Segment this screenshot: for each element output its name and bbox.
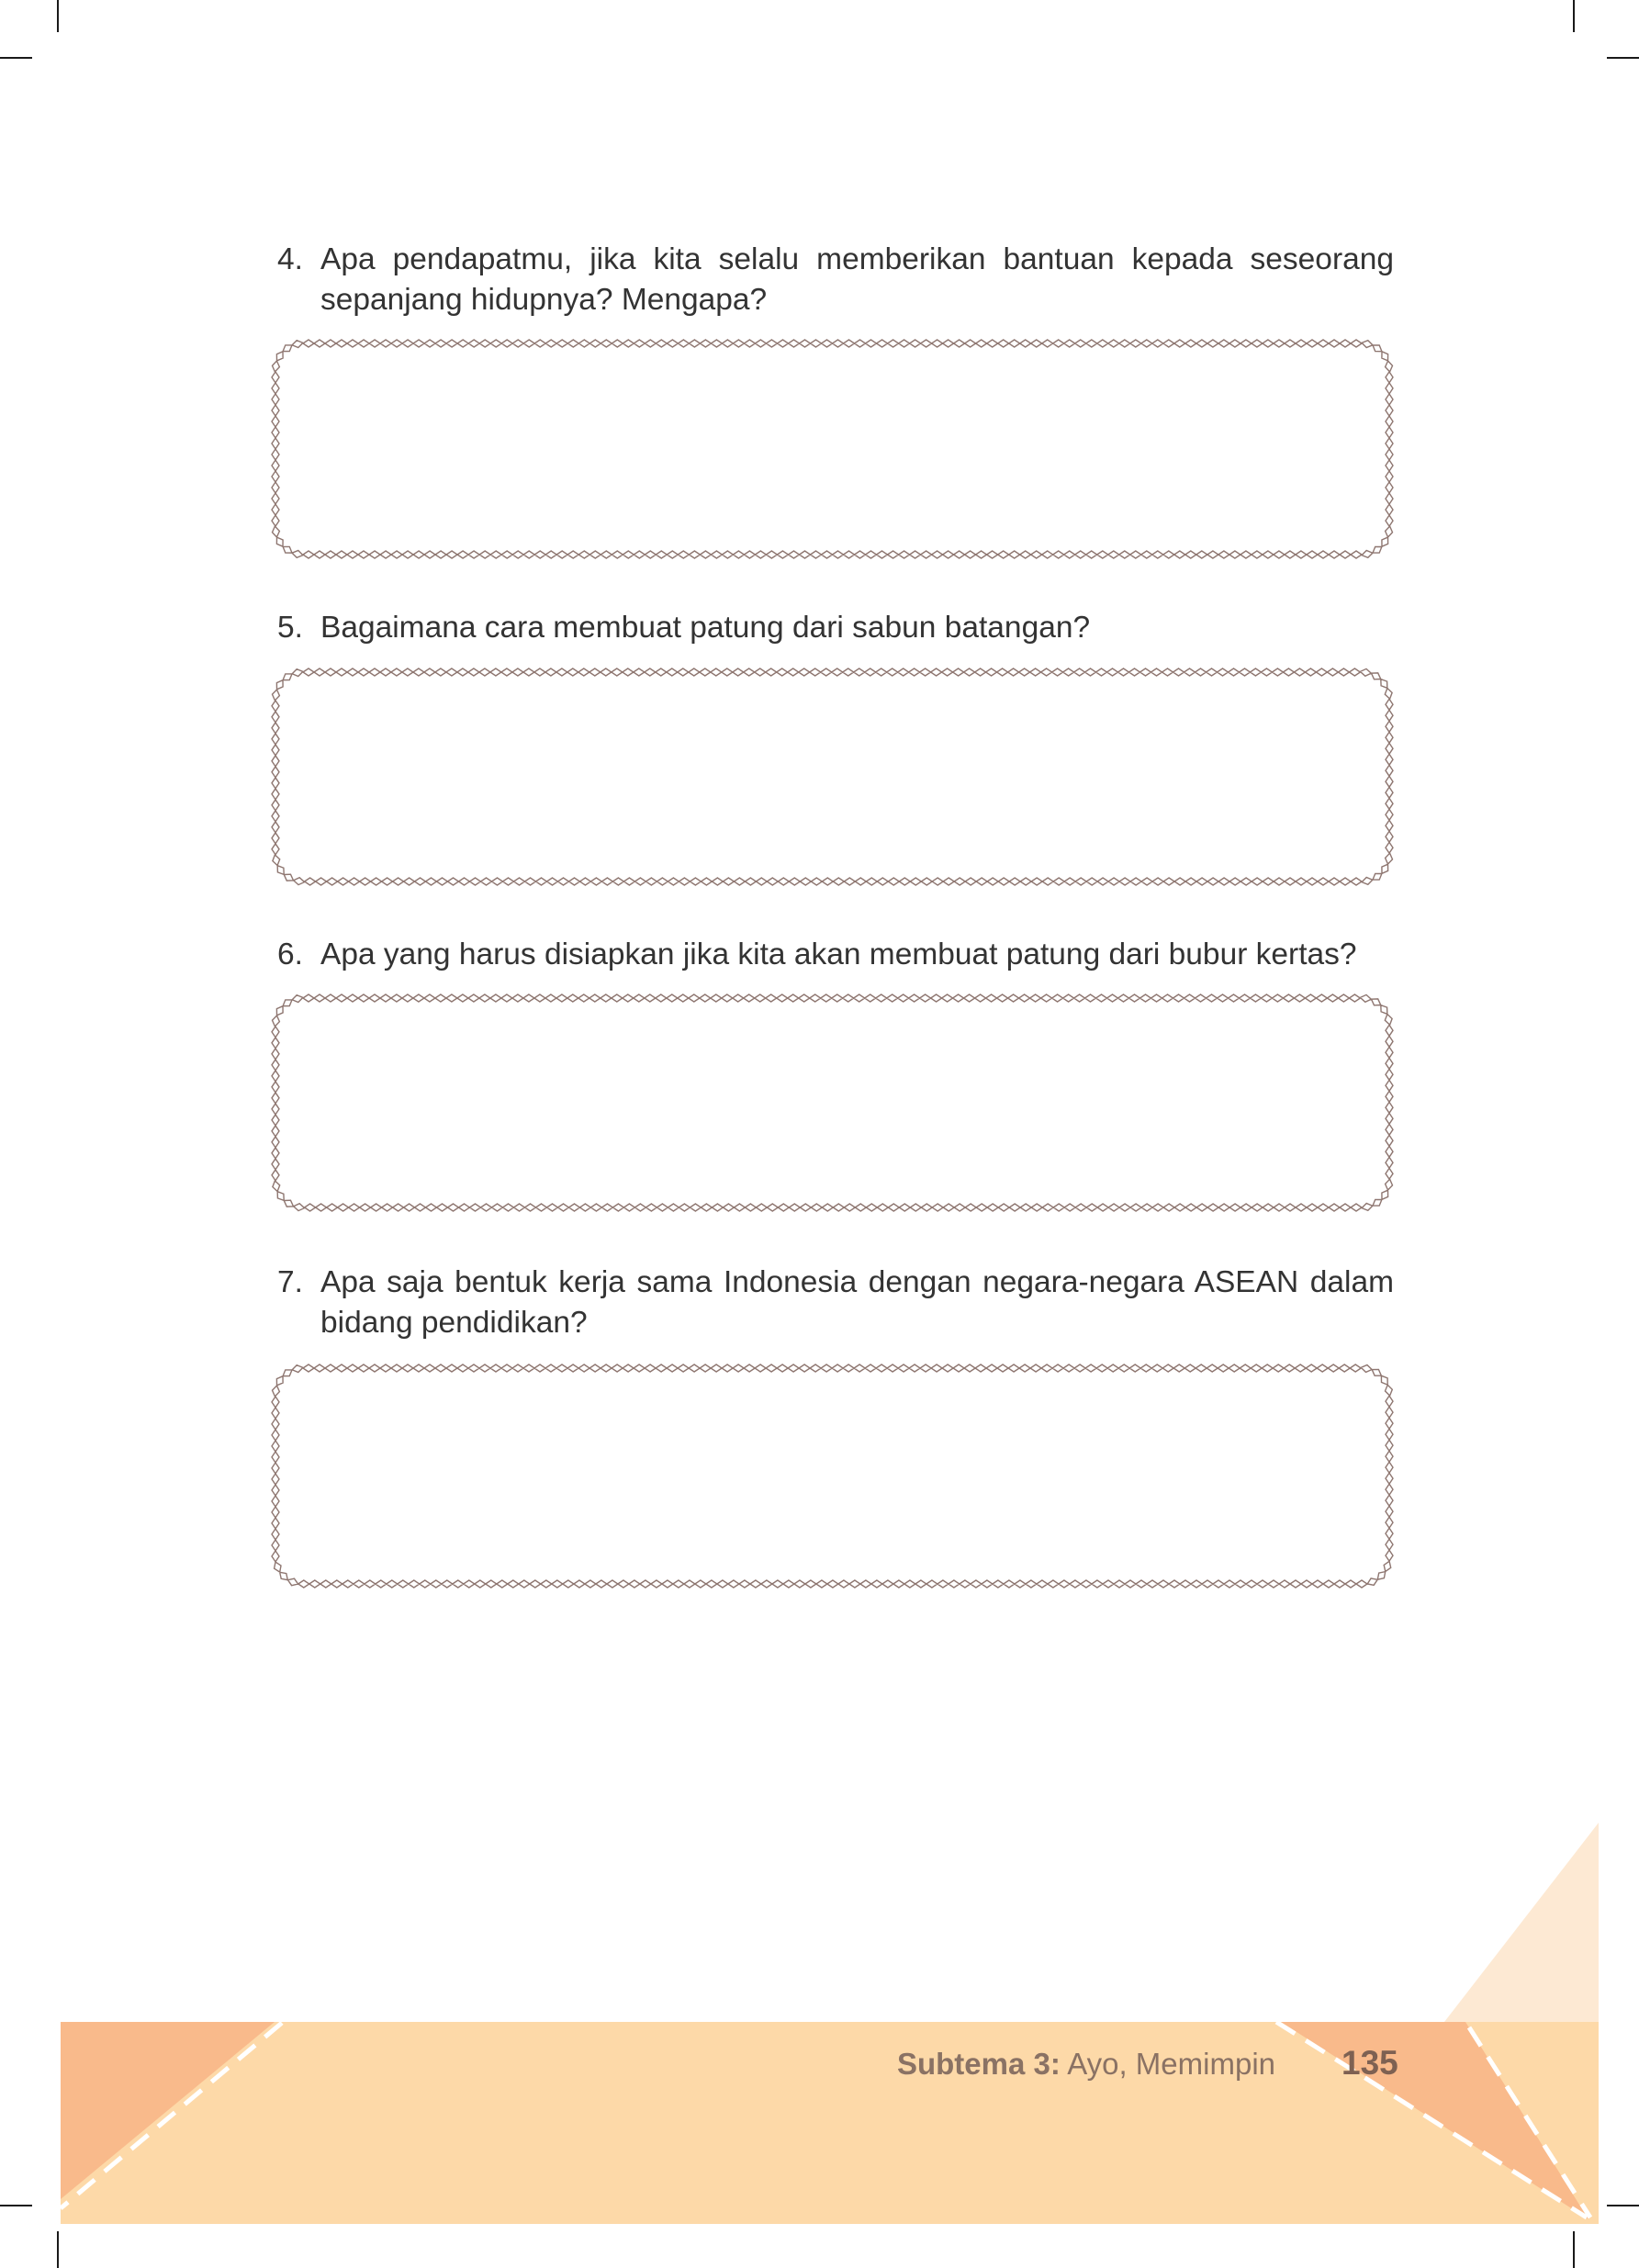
answer-box-diamond-chain [272,340,1393,558]
crop-mark-bottom-left-horizontal [0,2205,32,2206]
question-text [320,1263,1394,1343]
answer-box-diamond-chain [272,994,1393,1211]
crop-mark-bottom-right-vertical [1573,2231,1575,2268]
crop-mark-bottom-right-horizontal [1607,2205,1639,2206]
crop-mark-top-left-vertical [57,0,59,32]
answer-box-6 [270,993,1395,1213]
answer-box-diamond-chain [272,1364,1393,1588]
footer-pale-triangle [1444,1823,1599,2022]
answer-box-7 [270,1363,1395,1589]
question-text [320,935,1394,975]
page-number: 135 [1342,2044,1398,2082]
question-text-line: sepanjang hidupnya? Mengapa? [320,283,768,317]
crop-mark-top-right-horizontal [1607,57,1639,59]
answer-box-border [270,1363,1395,1589]
question-number: 5. [277,611,303,645]
crop-mark-top-left-horizontal [0,57,32,59]
question-text-line: Apa yang harus disiapkan jika kita akan membuat patung dari bubur kertas? [320,938,1357,971]
answer-box-diamond-chain [272,668,1393,885]
question-number: 4. [277,242,303,276]
crop-mark-bottom-left-vertical [57,2231,59,2268]
answer-box-4 [270,338,1395,560]
question-text-line: Bagaimana cara membuat patung dari sabun batangan? [320,611,1091,645]
question-text-line: bidang pendidikan? [320,1306,588,1340]
question-number: 6. [277,938,303,971]
question-text-line: Apa saja bentuk kerja sama Indonesia dengan negara-negara ASEAN dalam [320,1265,1394,1299]
question-number: 7. [277,1265,303,1299]
answer-box-border [270,667,1395,887]
question-text-line: Apa pendapatmu, jika kita selalu memberikan bantuan kepada seseorang [320,242,1394,276]
footer-subtheme-title: Ayo, Memimpin [1067,2047,1275,2081]
answer-box-5 [270,667,1395,887]
question-text [320,608,1394,648]
crop-mark-top-right-vertical [1573,0,1575,32]
footer-subtheme [897,2046,1275,2083]
question-text [320,240,1394,320]
footer-subtheme-label: Subtema 3: [896,2047,1061,2081]
answer-box-border [270,993,1395,1213]
answer-box-border [270,338,1395,560]
